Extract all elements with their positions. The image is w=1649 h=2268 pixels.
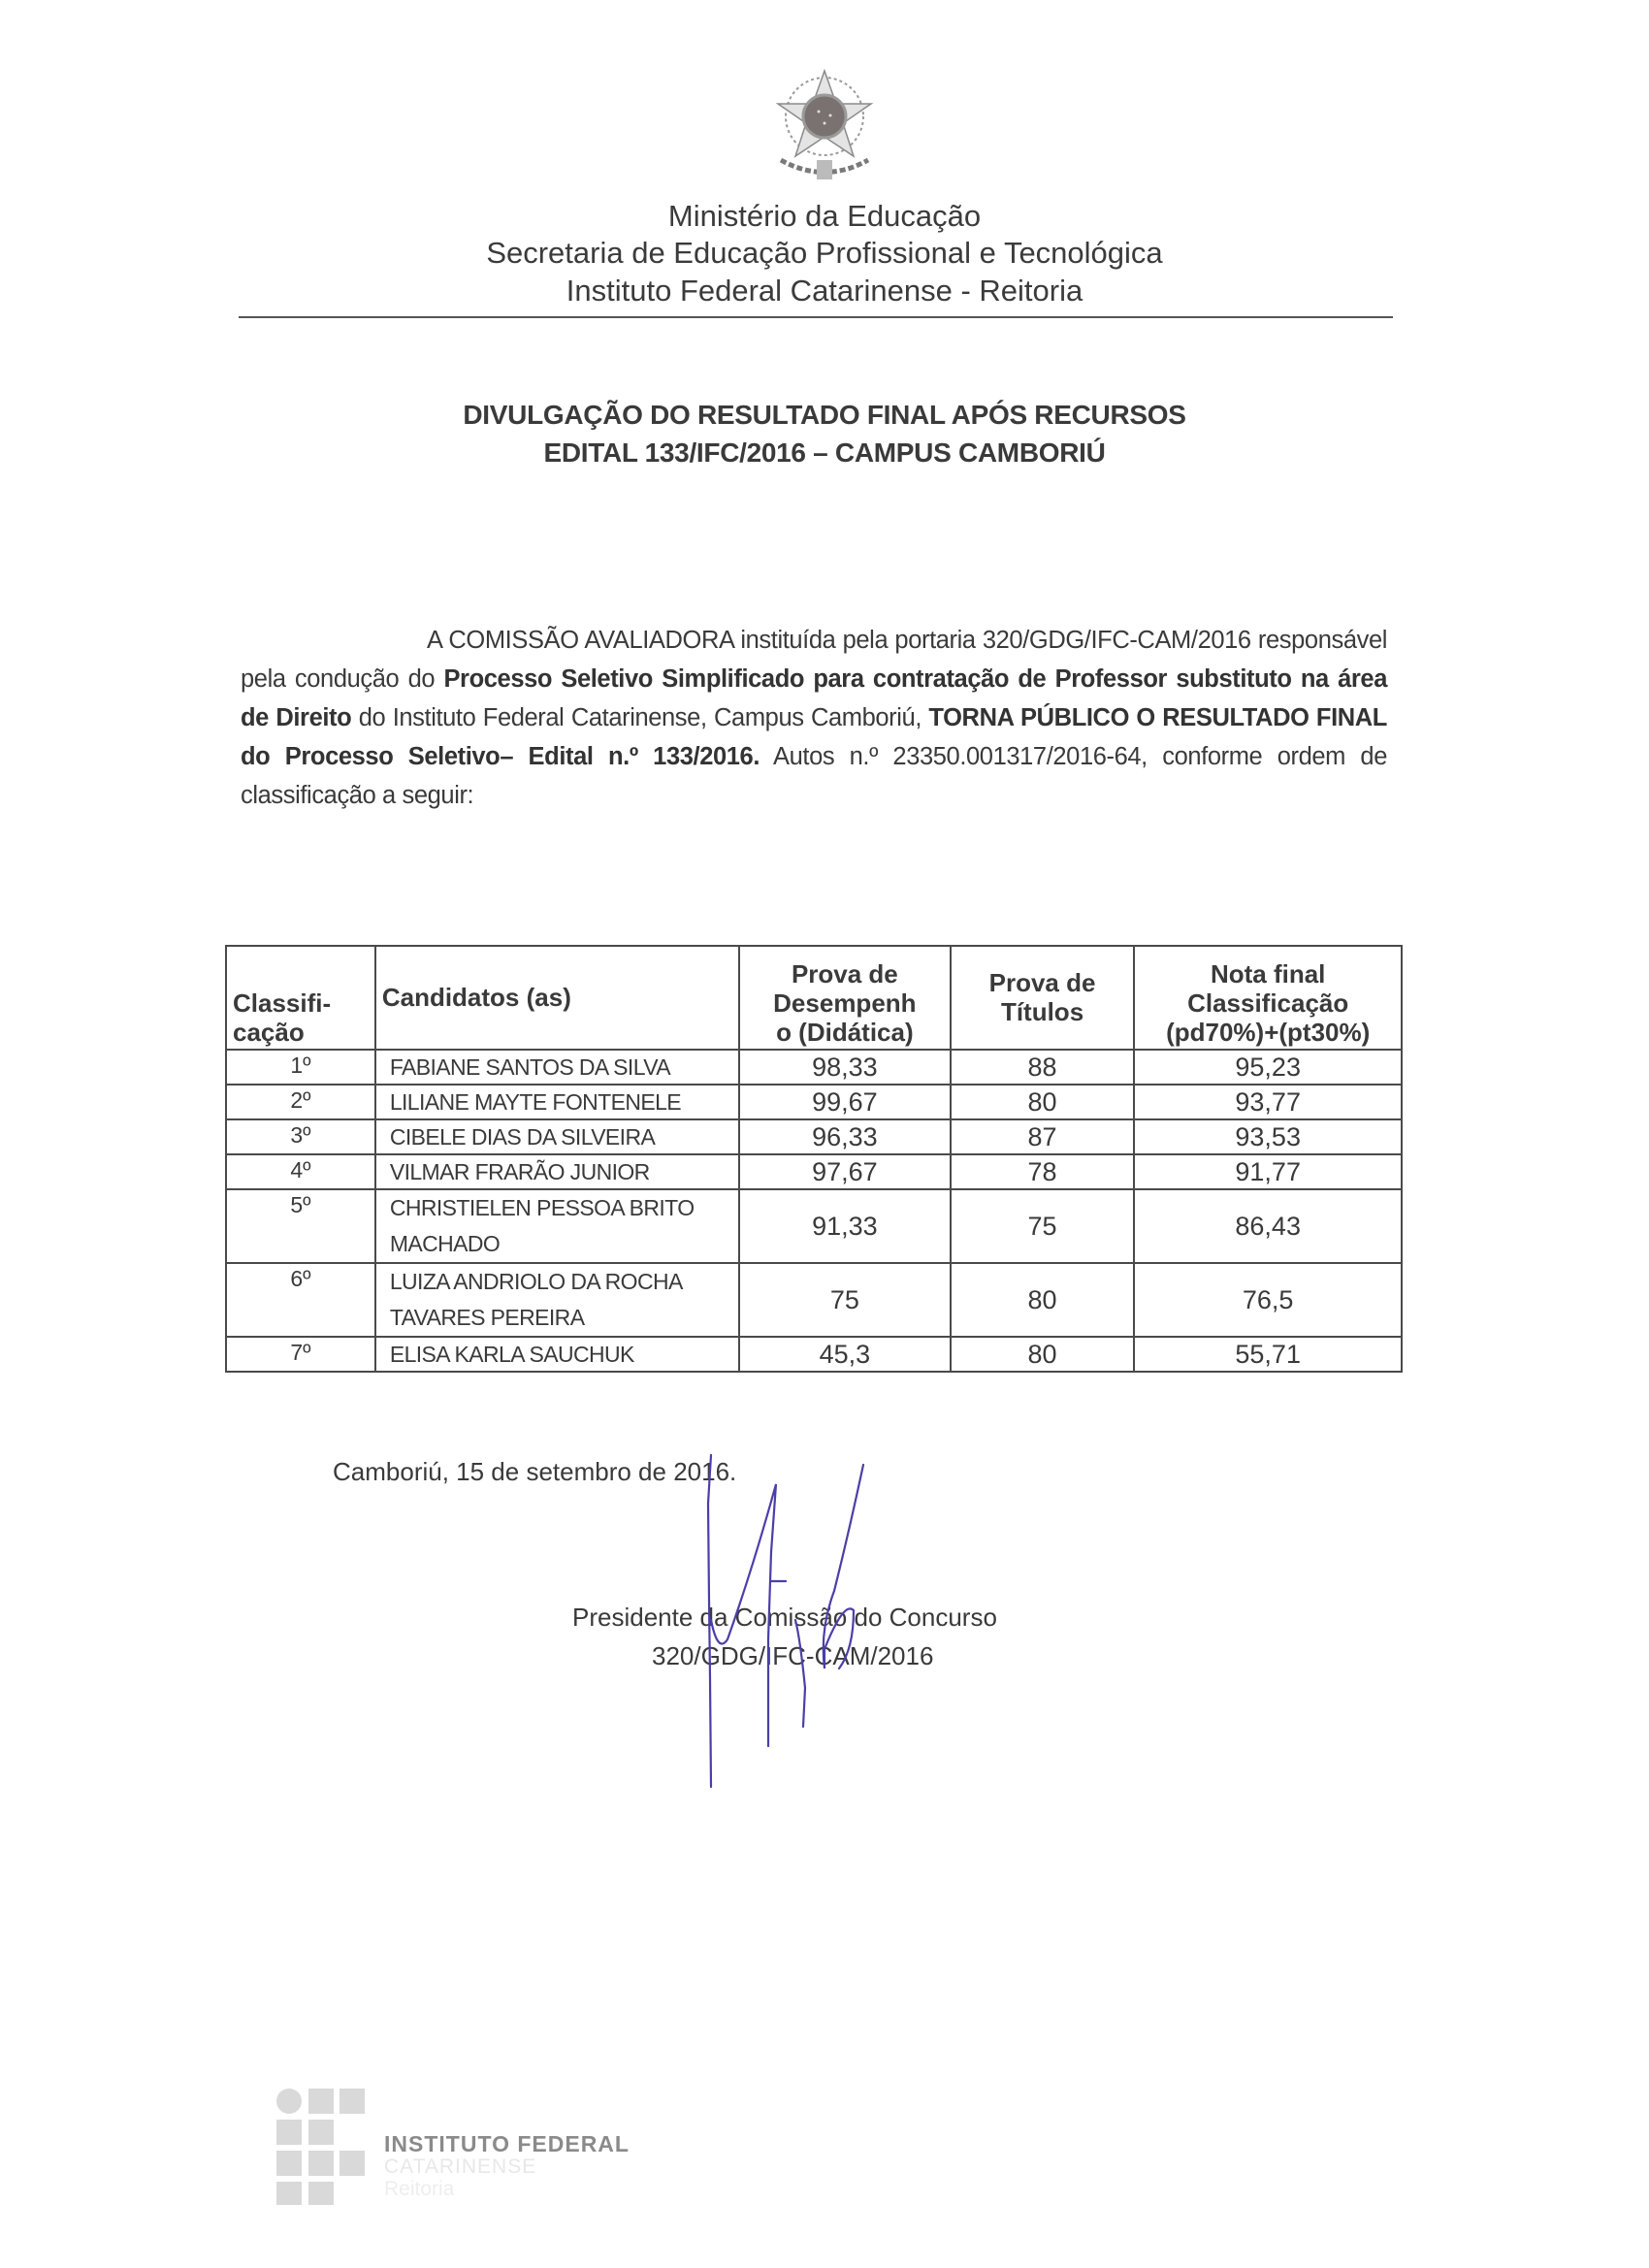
candidate-name-cell: ELISA KARLA SAUCHUK bbox=[375, 1337, 739, 1372]
titulos-score-cell: 75 bbox=[951, 1189, 1135, 1263]
didatica-score-cell: 75 bbox=[739, 1263, 951, 1337]
candidate-name-cell: CIBELE DIAS DA SILVEIRA bbox=[375, 1119, 739, 1154]
body-paragraph bbox=[241, 621, 1387, 815]
candidate-name-cell: CHRISTIELEN PESSOA BRITO MACHADO bbox=[375, 1189, 739, 1263]
candidate-name-cell: LILIANE MAYTE FONTENELE bbox=[375, 1085, 739, 1119]
candidate-name-cell: FABIANE SANTOS DA SILVA bbox=[375, 1050, 739, 1085]
table-row bbox=[226, 1119, 1402, 1154]
body-text-2: do Instituto Federal Catarinense, Campus Camboriú, bbox=[351, 704, 929, 731]
header-nota-final: Nota final Classificação (pd70%)+(pt30%) bbox=[1134, 946, 1402, 1050]
final-score-cell: 86,43 bbox=[1134, 1189, 1402, 1263]
titulos-score-cell: 80 bbox=[951, 1263, 1135, 1337]
titulos-score-cell: 87 bbox=[951, 1119, 1135, 1154]
rank-cell: 1º bbox=[226, 1050, 375, 1085]
titulos-score-cell: 80 bbox=[951, 1085, 1135, 1119]
didatica-score-cell: 91,33 bbox=[739, 1189, 951, 1263]
rank-cell: 2º bbox=[226, 1085, 375, 1119]
body-bold-2: TORNA PÚBLICO O RESULTADO FINAL do Processo Seletivo– Edital n.º 133/2016. bbox=[241, 704, 1387, 770]
footer-institute-name: INSTITUTO FEDERAL bbox=[384, 2131, 630, 2156]
didatica-score-cell: 45,3 bbox=[739, 1337, 951, 1372]
header-divider bbox=[239, 316, 1393, 318]
date-location: Camboriú, 15 de setembro de 2016. bbox=[333, 1457, 737, 1486]
handwritten-signature bbox=[679, 1445, 931, 1795]
table-row bbox=[226, 1263, 1402, 1337]
titulos-score-cell: 78 bbox=[951, 1154, 1135, 1189]
instituto-federal-logo-icon bbox=[274, 2086, 371, 2207]
rank-cell: 4º bbox=[226, 1154, 375, 1189]
final-score-cell: 93,77 bbox=[1134, 1085, 1402, 1119]
table-header-row bbox=[226, 946, 1402, 1050]
document-subtitle: EDITAL 133/IFC/2016 – CAMPUS CAMBORIÚ bbox=[543, 437, 1106, 468]
body-bold-1: Processo Seletivo Simplificado para contratação de Professor substituto na área de Direito bbox=[241, 665, 1387, 731]
table-row bbox=[226, 1085, 1402, 1119]
signer-title: Presidente da Comissão do Concurso bbox=[572, 1603, 997, 1632]
table-row bbox=[226, 1050, 1402, 1085]
brazil-coat-of-arms-icon bbox=[747, 63, 902, 189]
final-score-cell: 93,53 bbox=[1134, 1119, 1402, 1154]
ministry-name: Ministério da Educação bbox=[667, 199, 982, 233]
header-prova-titulos: Prova de Títulos bbox=[951, 946, 1135, 1050]
header-candidatos: Candidatos (as) bbox=[375, 946, 739, 1050]
candidate-name-cell: VILMAR FRARÃO JUNIOR bbox=[375, 1154, 739, 1189]
titulos-score-cell: 80 bbox=[951, 1337, 1135, 1372]
final-score-cell: 91,77 bbox=[1134, 1154, 1402, 1189]
header-prova-desempenho: Prova de Desempenh o (Didática) bbox=[739, 946, 951, 1050]
final-score-cell: 95,23 bbox=[1134, 1050, 1402, 1085]
final-score-cell: 55,71 bbox=[1134, 1337, 1402, 1372]
secretariat-name: Secretaria de Educação Profissional e Tecnológica bbox=[486, 236, 1163, 270]
table-row bbox=[226, 1337, 1402, 1372]
table-row bbox=[226, 1154, 1402, 1189]
footer-institute-region: CATARINENSE bbox=[384, 2155, 537, 2178]
results-table bbox=[225, 945, 1403, 1373]
candidate-name-cell: LUIZA ANDRIOLO DA ROCHA TAVARES PEREIRA bbox=[375, 1263, 739, 1337]
titulos-score-cell: 88 bbox=[951, 1050, 1135, 1085]
table-row bbox=[226, 1189, 1402, 1263]
rank-cell: 7º bbox=[226, 1337, 375, 1372]
institute-name: Instituto Federal Catarinense - Reitoria bbox=[566, 274, 1083, 308]
body-text-3: Autos n.º 23350.001317/2016-64, conforme ordem de classificação a seguir: bbox=[241, 743, 1387, 809]
rank-cell: 6º bbox=[226, 1263, 375, 1337]
didatica-score-cell: 98,33 bbox=[739, 1050, 951, 1085]
didatica-score-cell: 97,67 bbox=[739, 1154, 951, 1189]
signer-portaria: 320/GDG/IFC-CAM/2016 bbox=[652, 1641, 934, 1670]
body-text-1: A COMISSÃO AVALIADORA instituída pela portaria 320/GDG/IFC-CAM/2016 responsável pela condução do bbox=[241, 627, 1387, 693]
footer-institute-unit: Reitoria bbox=[384, 2178, 455, 2200]
didatica-score-cell: 96,33 bbox=[739, 1119, 951, 1154]
header-classificacao: Classifi- cação bbox=[226, 946, 375, 1050]
rank-cell: 5º bbox=[226, 1189, 375, 1263]
final-score-cell: 76,5 bbox=[1134, 1263, 1402, 1337]
didatica-score-cell: 99,67 bbox=[739, 1085, 951, 1119]
rank-cell: 3º bbox=[226, 1119, 375, 1154]
document-title: DIVULGAÇÃO DO RESULTADO FINAL APÓS RECURSOS bbox=[463, 400, 1186, 430]
